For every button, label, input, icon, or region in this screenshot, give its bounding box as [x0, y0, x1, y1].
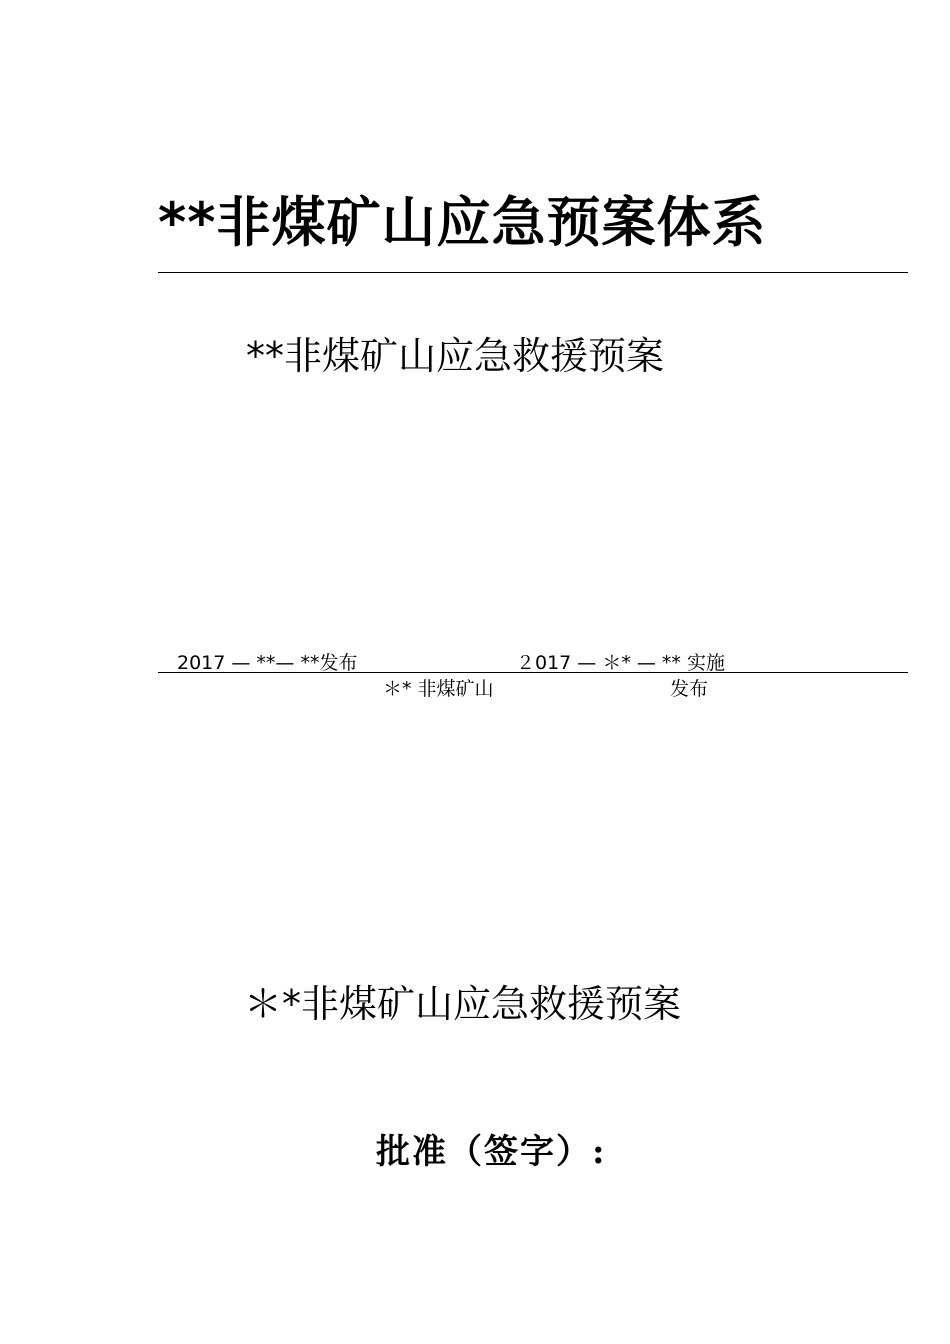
plan-title-repeat: ＊*非煤矿山应急救援预案	[244, 982, 682, 1026]
issuer-divider	[158, 672, 908, 673]
header-divider	[158, 272, 908, 273]
system-title: **非煤矿山应急预案体系	[158, 191, 767, 254]
approval-signature-label: 批准（签字）:	[376, 1132, 607, 1172]
issue-date: 2017 — **— **发布	[177, 652, 358, 674]
issuer-action: 发布	[670, 678, 709, 700]
plan-title: **非煤矿山应急救援预案	[246, 334, 665, 378]
issuer-name: ＊* 非煤矿山	[383, 678, 494, 700]
effective-date: ２017 — ＊* — ** 实施	[516, 652, 725, 674]
